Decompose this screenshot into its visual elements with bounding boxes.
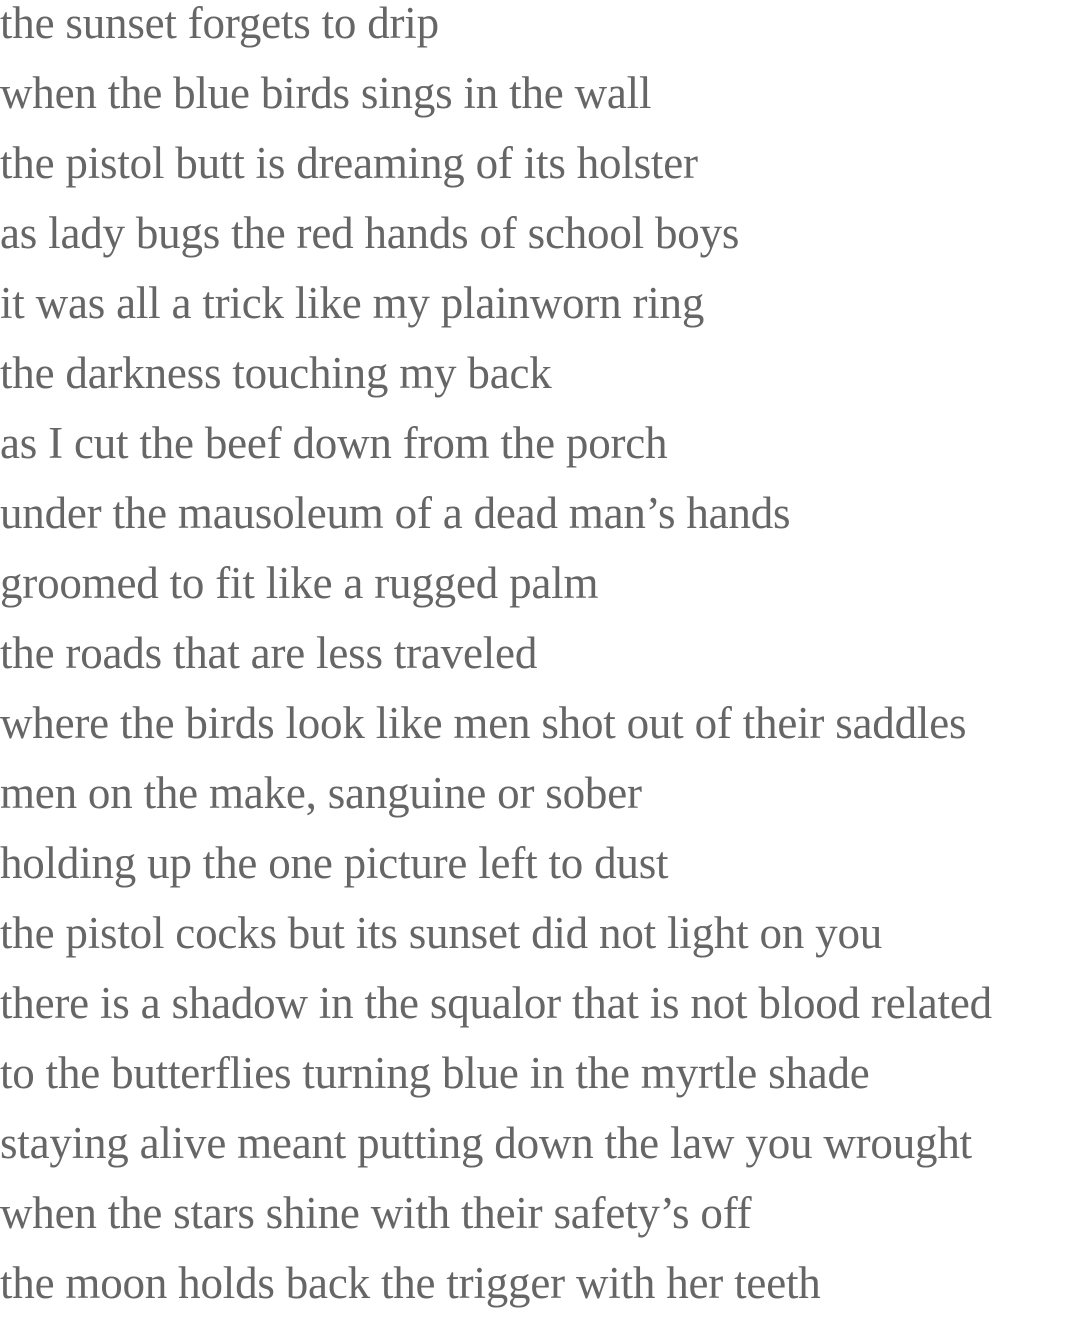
poem-line: there is a shadow in the squalor that is not blood related bbox=[0, 978, 992, 1028]
poem-line: the sunset forgets to drip bbox=[0, 0, 439, 48]
poem-line: the pistol butt is dreaming of its holster bbox=[0, 138, 698, 188]
poem-line: the darkness touching my back bbox=[0, 348, 552, 398]
poem-line: the roads that are less traveled bbox=[0, 628, 538, 678]
poem-line: groomed to fit like a rugged palm bbox=[0, 558, 599, 608]
poem-line: it was all a trick like my plainworn ring bbox=[0, 278, 705, 328]
poem-line: under the mausoleum of a dead man’s hands bbox=[0, 488, 791, 538]
poem-line: holding up the one picture left to dust bbox=[0, 838, 669, 888]
poem-line: the pistol cocks but its sunset did not light on you bbox=[0, 908, 883, 958]
poem-line: when the stars shine with their safety’s off bbox=[0, 1188, 752, 1238]
poem-line: when the blue birds sings in the wall bbox=[0, 68, 652, 118]
poem-line: men on the make, sanguine or sober bbox=[0, 768, 642, 818]
poem-line: staying alive meant putting down the law you wrought bbox=[0, 1118, 972, 1168]
poem-line: to the butterflies turning blue in the myrtle shade bbox=[0, 1048, 870, 1098]
poem-line: the moon holds back the trigger with her teeth bbox=[0, 1258, 821, 1308]
poem-line: as I cut the beef down from the porch bbox=[0, 418, 668, 468]
poem-line: where the birds look like men shot out of their saddles bbox=[0, 698, 967, 748]
poem-line: as lady bugs the red hands of school boys bbox=[0, 208, 740, 258]
